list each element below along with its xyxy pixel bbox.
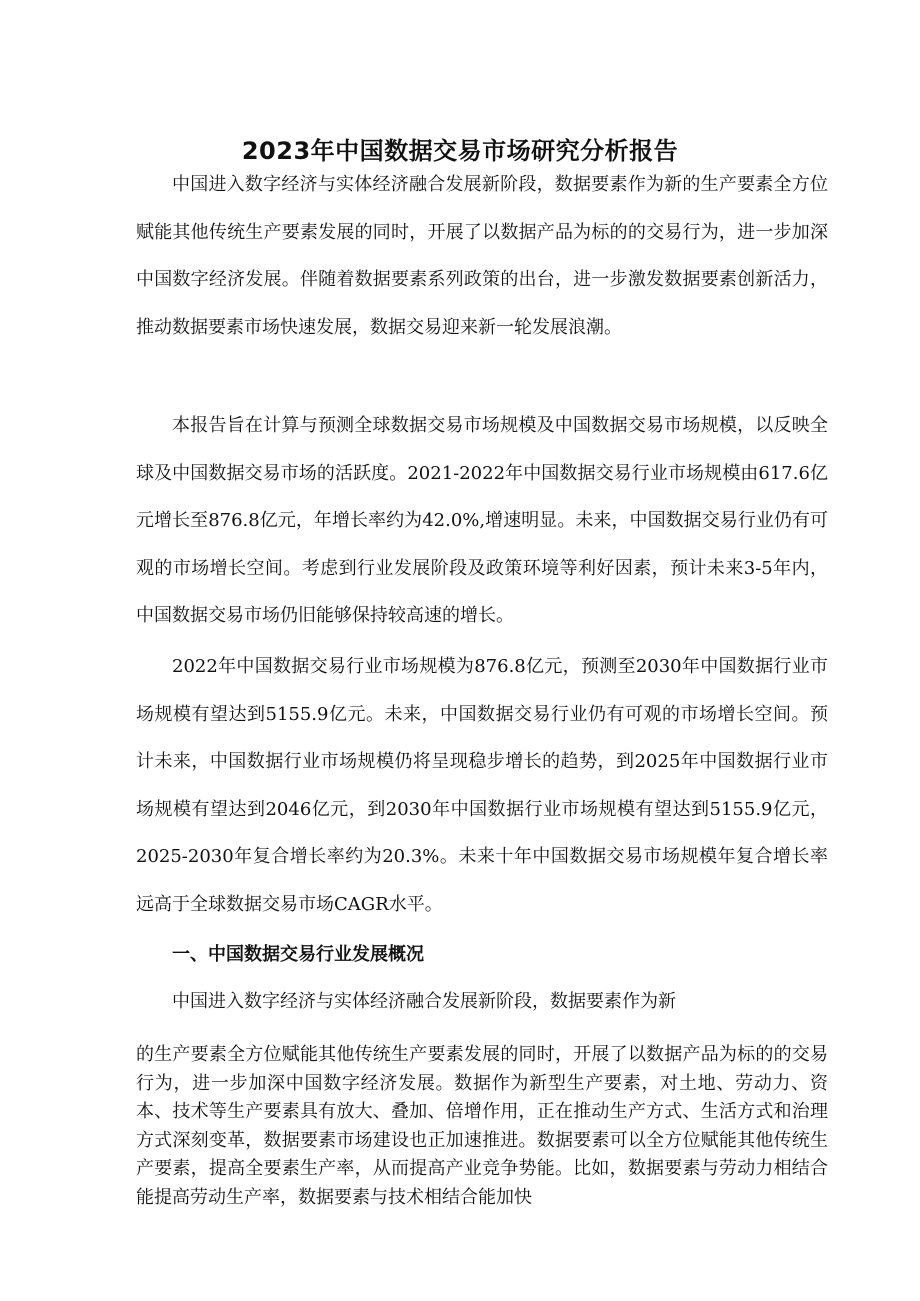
- section-heading: 一、中国数据交易行业发展概况: [172, 944, 424, 965]
- section-paragraph-continued: 的生产要素全方位赋能其他传统生产要素发展的同时，开展了以数据产品为标的的交易行为，进一步加深中国数字经济发展。数据作为新型生产要素，对土地、劳动力、资本、技术等生产要素具有放大、叠加、倍增作用，正在推动生产方式、生活方式和治理方式深刻变革，数据要素市场建设也正加速推进。数据要素可以全方位赋能其他传统生产要素，提高全要素生产率，从而提高产业竞争势能。比如，数据要素与劳动力相结合能提高劳动生产率，数据要素与技术相结合能加快: [136, 1044, 828, 1208]
- document-title: 2023年中国数据交易市场研究分析报告: [241, 137, 679, 166]
- body-paragraph-3: 2022年中国数据交易行业市场规模为876.8亿元，预测至2030年中国数据行业市场规模有望达到5155.9亿元。未来，中国数据交易行业仍有可观的市场增长空间。预计未来，中国数据行业市场规模仍将呈现稳步增长的趋势，到2025年中国数据行业市场规模有望达到2046亿元，到2030年中国数据行业市场规模有望达到5155.9亿元，2025-2030年复合增长率约为20.3%。未来十年中国数据交易市场规模年复合增长率远高于全球数据交易市场CAGR水平。: [136, 656, 828, 915]
- body-paragraph-2: 本报告旨在计算与预测全球数据交易市场规模及中国数据交易市场规模，以反映全球及中国数据交易市场的活跃度。2021-2022年中国数据交易行业市场规模由617.6亿元增长至876.8亿元，年增长率约为42.0%,增速明显。未来，中国数据交易行业仍有可观的市场增长空间。考虑到行业发展阶段及政策环境等利好因素，预计未来3-5年内，中国数据交易市场仍旧能够保持较高速的增长。: [136, 415, 828, 626]
- section-paragraph-start: 中国进入数字经济与实体经济融合发展新阶段，数据要素作为新: [172, 991, 676, 1012]
- body-paragraph-1: 中国进入数字经济与实体经济融合发展新阶段，数据要素作为新的生产要素全方位赋能其他传统生产要素发展的同时，开展了以数据产品为标的的交易行为，进一步加深中国数字经济发展。伴随着数据要素系列政策的出台，进一步激发数据要素创新活力，推动数据要素市场快速发展，数据交易迎来新一轮发展浪潮。: [136, 174, 828, 338]
